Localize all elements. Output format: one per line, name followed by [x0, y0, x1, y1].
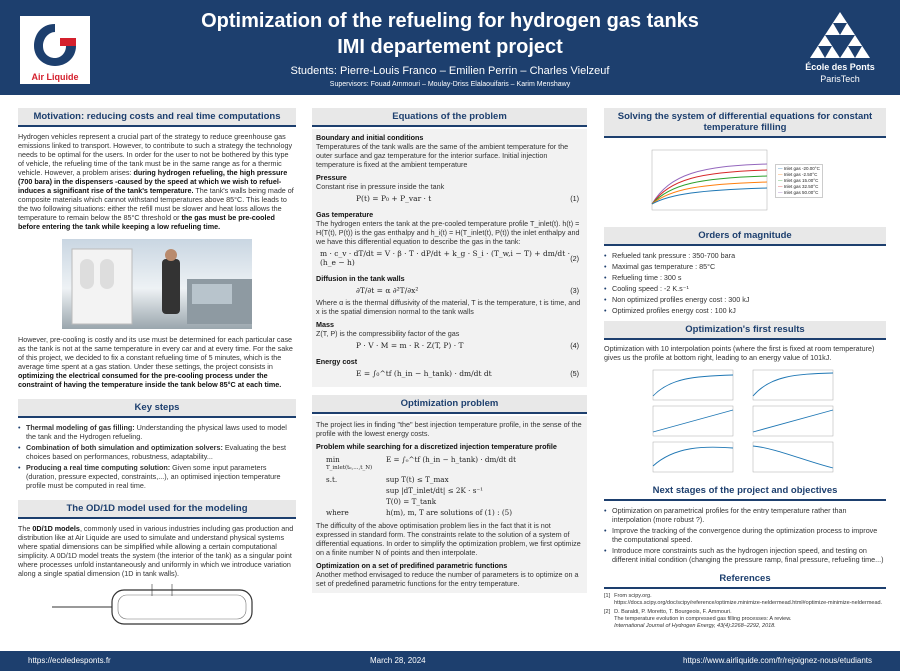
diffusion-title: Diffusion in the tank walls	[316, 274, 405, 283]
tank-diagram	[52, 584, 262, 629]
optim-parametric-text: Another method envisaged to reduce the number of parameters is to optimize on a set of predefined parametric functions for the entry temperature.	[316, 570, 579, 588]
ref-line: International Journal of Hydrogen Energy, 43(4):2268–2292, 2018.	[614, 623, 776, 629]
eq1-number: (1)	[570, 194, 579, 203]
sierpinski-triangle-icon	[800, 10, 880, 60]
optim-parametric-title: Optimization on a set of predifined parametric functions	[316, 561, 508, 570]
equation-2	[316, 246, 583, 270]
bc-text: Temperatures of the tank walls are the same of the ambient temperature for the outer surface and gaz temperature for the interior surface. Initial injection temperature is fixed at the ambient temperature	[316, 142, 569, 169]
order-item: • Non optimized profiles energy cost : 300 kJ	[604, 295, 886, 304]
legend-label: Inlet gas -2.50°C	[783, 172, 818, 177]
solving-title: Solving the system of differential equations for constant temperature filling	[604, 108, 886, 138]
motivation-title: Motivation: reducing costs and real time computations	[18, 108, 296, 127]
results-plot-grid	[645, 366, 845, 476]
key-step-item	[18, 443, 296, 461]
min-label: min	[326, 455, 340, 464]
air-liquide-emblem-icon	[20, 16, 90, 72]
legend-item: — Inlet gas 50.00°C	[778, 190, 819, 195]
mass-title: Mass	[316, 320, 334, 329]
order-item: • Cooling speed : -2 K.s⁻¹	[604, 284, 886, 293]
orders-title: Orders of magnitude	[604, 227, 886, 246]
equation-1	[316, 191, 583, 206]
solving-legend	[775, 164, 823, 198]
results-text: Optimization with 10 interpolation points (where the first is fixed at room temperature) gives us the profile at bottom right, leading to an energy value of 101kJ.	[604, 344, 875, 362]
next-item: • Optimization on parametrical profiles for the entry temperature rather than interpolation (more robust ?).	[604, 506, 886, 524]
legend-label: Inlet gas -20.00°C	[783, 166, 820, 171]
poster-subtitle: IMI departement project	[337, 36, 563, 58]
pressure-text: Constant rise in pressure inside the tank	[316, 182, 445, 191]
constraint-3-text: T(0) = T_tank	[386, 497, 437, 506]
equation-4	[316, 338, 583, 353]
solving-plot	[640, 144, 850, 219]
poster-header	[0, 0, 900, 95]
optim-difficulty-text: The difficulty of the above optimisation problem lies in the fact that it is not expressed in standard form. The constraints relate to the solution of a system of differential equations. In order to simplify the optimization problem, we first optimize on a finite number N of points and then interpolate.	[316, 521, 581, 557]
legend-item: — Inlet gas -2.50°C	[778, 172, 818, 177]
hydrogen-station-image	[62, 239, 252, 329]
next-item: • Introduce more constraints such as the hydrogen injection speed, and testing on different initial condition (changing the pressure ramp, final pressure, refueling time...)	[604, 546, 886, 564]
pressure-title: Pressure	[316, 173, 347, 182]
model-paragraph	[18, 524, 296, 578]
key-steps-list	[18, 423, 296, 490]
next-list	[604, 506, 886, 564]
air-liquide-text: Air Liquide	[31, 72, 79, 82]
model-text: , commonly used in various industries including gas production and distribution like at Air Liquide are used to simulate and understand physical systems where spatial dimensions can be simplified while allowing a certain computational simplicity. A 0D/1D model treats the system (the interior of the tank) as a singular point where processes unfold instantaneously and uniformly in which we introduce variation along a single spatial dimension (1D in tank walls).	[18, 524, 294, 578]
order-item: • Optimized profiles energy cost : 100 kJ	[604, 306, 886, 315]
references-title: References	[604, 570, 886, 589]
gas-text: The hydrogen enters the tank at the pre-cooled temperature profile T_inlet(t). h(t) = H(T(t), P(t)) is the gas enthalpy and h_i(t) = H(T_inlet(t), P(t)) the inlet enthalpy and we have this differential equation to describe the gas in the tank:	[316, 219, 580, 246]
gas-title: Gas temperature	[316, 210, 374, 219]
motivation-bold-2: the gas must be pre-cooled before entering the tank while keeping a low refueling time.	[18, 213, 275, 231]
eq1-formula: P(t) = P₀ + P_var · t	[356, 194, 432, 203]
ecole-des-ponts-logo	[800, 10, 880, 90]
results-plots	[645, 366, 845, 476]
tank-model-diagram	[52, 584, 262, 629]
constraint-4	[326, 507, 583, 518]
ref-line: D. Baraldi, P. Moretto, T. Bourgeois, F. Ammouri.	[614, 609, 732, 615]
optim-subtitle: Problem while searching for a discretized injection temperature profile	[316, 442, 557, 451]
key-step-bold: Thermal modeling of gas filling:	[26, 423, 135, 432]
objective: E = ∫₀^tf (h_in − h_tank) · dm/dt dt	[386, 455, 517, 464]
airliquide-url-link[interactable]: https://www.airliquide.com/fr/rejoignez-nous/etudiants	[683, 656, 872, 665]
legend-item: — Inlet gas -20.00°C	[778, 166, 820, 171]
ref-line: The temperature evolution in compressed gas filling processes: A review.	[614, 616, 792, 622]
energy-title: Energy cost	[316, 357, 358, 366]
precooling-paragraph	[18, 335, 296, 389]
orders-list	[604, 251, 886, 315]
eq4-formula: P · V · M = m · R · Z(T, P) · T	[356, 341, 464, 350]
mass-text: Z(T, P) is the compressibility factor of the gas	[316, 329, 460, 338]
ref-number: [2]	[604, 609, 611, 615]
refueling-photo	[62, 239, 252, 329]
key-step-text: Understanding the physical laws used to model the tank and the Hydrogen refueling.	[26, 423, 287, 441]
enpc-url-link[interactable]: https://ecoledesponts.fr	[28, 656, 111, 665]
constraint-1-text: sup T(t) ≤ T_max	[386, 475, 449, 484]
students-line: Students: Pierre-Louis Franco – Emilien Perrin – Charles Vielzeuf	[290, 65, 610, 77]
eq5-number: (5)	[570, 369, 579, 378]
key-step-item	[18, 423, 296, 441]
where-label: where	[326, 508, 349, 517]
poster-footer	[0, 651, 900, 671]
legend-item: — Inlet gas 32.50°C	[778, 184, 819, 189]
key-step-bold: Producing a real time computing solution:	[26, 463, 171, 472]
poster-title: Optimization of the refueling for hydrogen gas tanks	[201, 10, 699, 32]
key-step-bold: Combination of both simulation and optimization solvers:	[26, 443, 223, 452]
middle-column	[312, 108, 587, 593]
reference-1	[604, 593, 886, 607]
enpc-paristech: ParisTech	[820, 74, 860, 84]
key-step-item	[18, 463, 296, 490]
model-title: The OD/1D model used for the modeling	[18, 500, 296, 519]
constraint-3	[326, 496, 583, 507]
next-item: • Improve the tracking of the convergence during the optimization process to improve the computational speed.	[604, 526, 886, 544]
diffusion-text: Where α is the thermal diffusivity of the material, T is the temperature, t is time, and x is the spatial dimension normal to the tank walls	[316, 298, 581, 316]
legend-label: Inlet gas 50.00°C	[783, 190, 819, 195]
results-title: Optimization's first results	[604, 321, 886, 340]
legend-label: Inlet gas 32.50°C	[783, 184, 819, 189]
eq2-formula: m · c_v · dT/dt = V · β · T · dP/dt + k_g · S_i · (T_w,i − T) + dm/dt · (h_e − h)	[320, 249, 570, 267]
constraint-2-text: sup |dT_inlet/dt| ≤ 2K · s⁻¹	[386, 486, 484, 495]
left-column	[18, 108, 296, 629]
equation-5	[316, 366, 583, 381]
constraint-1	[326, 474, 583, 485]
optim-box	[312, 416, 587, 593]
equations-title: Equations of the problem	[312, 108, 587, 127]
motivation-paragraph	[18, 132, 296, 231]
supervisors-line: Supervisors: Fouad Ammouri – Moulay-Driss Elalaouifaris – Karim Menshawy	[329, 81, 571, 88]
ref-number: [1]	[604, 593, 611, 599]
poster-date: March 28, 2024	[370, 656, 426, 665]
constraint-2	[326, 485, 583, 496]
model-text-bold: 0D/1D models	[32, 524, 80, 533]
optim-intro: The project lies in finding "the" best injection temperature profile, in the sense of the profile with the lowest energy costs.	[316, 420, 582, 438]
equations-box	[312, 129, 587, 387]
next-title: Next stages of the project and objectives	[604, 482, 886, 501]
eq5-formula: E = ∫₀^tf (h_in − h_tank) · dm/dt dt	[356, 369, 492, 378]
key-step-text: Given some input parameters (duration, pressure expected, constraints,...), an optimised injection temperature profile must be computed in real time.	[26, 463, 281, 490]
legend-label: Inlet gas 15.00°C	[783, 178, 819, 183]
key-steps-title: Key steps	[18, 399, 296, 418]
motivation-bold-1: during hydrogen refueling, the high pressure (700 bara) in the dispensers -caused by the speed at which we wish to refuel- induces a significant rise of the tank's temperature.	[18, 168, 288, 195]
optim-title: Optimization problem	[312, 395, 587, 414]
eq3-formula: ∂T/∂t = α ∂²T/∂x²	[356, 286, 419, 295]
order-item: • Refueled tank pressure : 350-700 bara	[604, 251, 886, 260]
equation-3	[316, 283, 583, 298]
air-liquide-logo	[20, 16, 90, 84]
st-label: s.t.	[326, 475, 338, 484]
order-item: • Maximal gas temperature : 85°C	[604, 262, 886, 271]
reference-2	[604, 609, 886, 630]
precooling-text: However, pre-cooling is costly and its use must be determined for each particular case as the tank is not at the same temperature in every car and at every time. For the sake of this project, we decided to fix a constant refueling time of 5 minutes, which is the average time spent at a gas station. Under these settings, the project consists in	[18, 335, 293, 371]
ref-line: From scipy.org.	[614, 593, 652, 599]
motivation-text-2: The tank's walls being made of composite materials which cannot withstand temperatures above 85°C. This leads to the two following situations: either the refill must be slower and heat loss allows the temperature to remain below the 85°C threshold or	[18, 186, 294, 222]
ref-line: https://docs.scipy.org/doc/scipy/reference/optimize.minimize-neldermead.html#optimize-minimize-neldermead.	[614, 600, 883, 606]
key-step-text: Evaluating the best choices based on performances, robustness, adaptability...	[26, 443, 286, 461]
eq3-number: (3)	[570, 286, 579, 295]
constraint-4-text: h(m), m, T are solutions of (1) : (5)	[386, 508, 513, 517]
min-variables: T_inlet(t₀,...,t_N)	[326, 465, 373, 471]
model-text-start: The	[18, 524, 31, 533]
order-item: • Refueling time : 300 s	[604, 273, 886, 282]
enpc-name: École des Ponts	[805, 62, 875, 72]
optim-formulation	[316, 451, 583, 521]
eq4-number: (4)	[570, 341, 579, 350]
references-list	[604, 593, 886, 630]
motivation-text-1: Hydrogen vehicles represent a crucial part of the strategy to reduce greenhouse gas emissions linked to transport. However, to contribute to such a strategy the technology needs to be optimal for the users. In order for the user to not be bothered by this type of vehicle, the refueling time of the tank must be in the same range as for a thermic vehicle. However, a problem arises:	[18, 132, 293, 177]
right-column	[604, 108, 886, 630]
precooling-bold: optimizing the electrical consumed for the pre-cooling process under the constraint of having the temperature inside the tank below 85°C at each time.	[18, 371, 282, 389]
bc-title: Boundary and initial conditions	[316, 133, 424, 142]
legend-item: — Inlet gas 15.00°C	[778, 178, 819, 183]
eq2-number: (2)	[570, 253, 579, 263]
